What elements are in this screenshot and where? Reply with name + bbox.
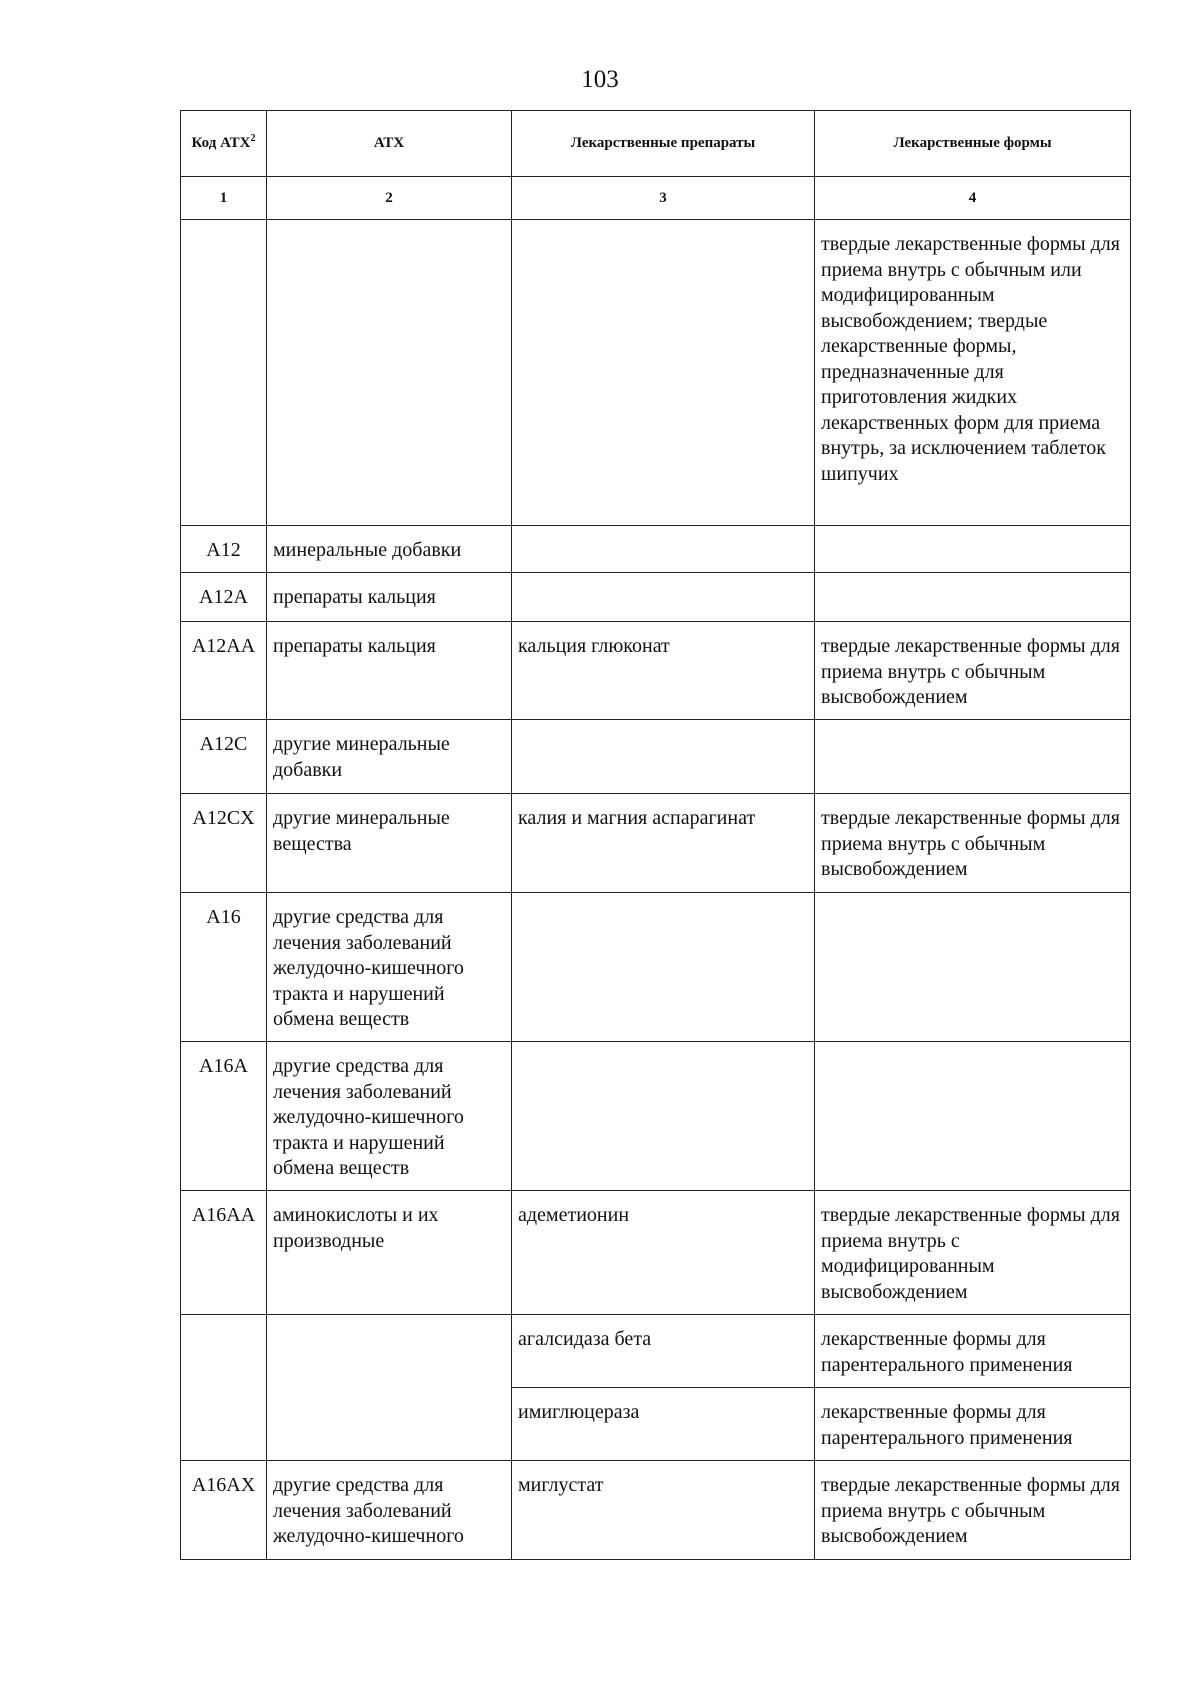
cell-code: A12CX bbox=[181, 794, 267, 893]
cell-form: твердые лекарственные формы для приема внутрь с обычным высвобождением bbox=[815, 794, 1131, 893]
cell-atx bbox=[267, 220, 512, 526]
table-row bbox=[181, 1461, 1131, 1560]
cell-drug: агалсидаза бета bbox=[512, 1315, 815, 1388]
cell-form bbox=[815, 573, 1131, 622]
cell-drug bbox=[512, 1042, 815, 1191]
cell-atx: другие минеральные добавки bbox=[267, 720, 512, 794]
cell-form: твердые лекарственные формы для приема внутрь с обычным высвобождением bbox=[815, 1461, 1131, 1560]
cell-atx: другие минеральные вещества bbox=[267, 794, 512, 893]
cell-code: A16AA bbox=[181, 1191, 267, 1315]
cell-drug bbox=[512, 893, 815, 1042]
cell-form: лекарственные формы для парентерального применения bbox=[815, 1315, 1131, 1388]
table-row bbox=[181, 1042, 1131, 1191]
cell-atx: препараты кальция bbox=[267, 573, 512, 622]
cell-drug: калия и магния аспарагинат bbox=[512, 794, 815, 893]
table-row bbox=[181, 573, 1131, 622]
cell-drug bbox=[512, 526, 815, 573]
column-number-row bbox=[181, 177, 1131, 220]
cell-atx: аминокислоты и их производные bbox=[267, 1191, 512, 1315]
page-number: 103 bbox=[581, 66, 619, 93]
cell-drug bbox=[512, 720, 815, 794]
column-number: 3 bbox=[512, 177, 815, 220]
cell-form bbox=[815, 1042, 1131, 1191]
table-row bbox=[181, 794, 1131, 893]
cell-form: твердые лекарственные формы для приема внутрь с обычным высвобождением bbox=[815, 622, 1131, 720]
cell-form bbox=[815, 720, 1131, 794]
table-row bbox=[181, 1315, 1131, 1388]
cell-atx: минеральные добавки bbox=[267, 526, 512, 573]
table-row bbox=[181, 526, 1131, 573]
cell-form: твердые лекарственные формы для приема внутрь с обычным или модифицированным высвобождением; твердые лекарственные формы, предназначенные для приготовления жидких лекарственных форм для приема внутрь, за исключением таблеток шипучих bbox=[815, 220, 1131, 526]
column-number: 1 bbox=[181, 177, 267, 220]
cell-form: лекарственные формы для парентерального применения bbox=[815, 1388, 1131, 1461]
table-row bbox=[181, 720, 1131, 794]
cell-form bbox=[815, 893, 1131, 1042]
cell-code: A16A bbox=[181, 1042, 267, 1191]
cell-code bbox=[181, 1315, 267, 1461]
cell-atx: препараты кальция bbox=[267, 622, 512, 720]
header-forms: Лекарственные формы bbox=[815, 111, 1131, 177]
cell-form: твердые лекарственные формы для приема внутрь с модифицированным высвобождением bbox=[815, 1191, 1131, 1315]
header-code: Код АТХ$^2$ bbox=[181, 111, 267, 177]
cell-drug: кальция глюконат bbox=[512, 622, 815, 720]
table-header-row bbox=[181, 111, 1131, 177]
cell-drug bbox=[512, 573, 815, 622]
cell-drug: имиглюцераза bbox=[512, 1388, 815, 1461]
header-drugs: Лекарственные препараты bbox=[512, 111, 815, 177]
cell-code: A12AA bbox=[181, 622, 267, 720]
cell-code: A16AX bbox=[181, 1461, 267, 1560]
cell-atx: другие средства для лечения заболеваний желудочно-кишечного тракта и нарушений обмена веществ bbox=[267, 893, 512, 1042]
table-row bbox=[181, 893, 1131, 1042]
header-atx: АТХ bbox=[267, 111, 512, 177]
cell-drug: адеметионин bbox=[512, 1191, 815, 1315]
atc-drug-table bbox=[180, 110, 1131, 1560]
table-row bbox=[181, 220, 1131, 526]
cell-atx: другие средства для лечения заболеваний желудочно-кишечного тракта и нарушений обмена веществ bbox=[267, 1042, 512, 1191]
table-row bbox=[181, 1191, 1131, 1315]
cell-code: A16 bbox=[181, 893, 267, 1042]
cell-code: A12C bbox=[181, 720, 267, 794]
cell-atx bbox=[267, 1315, 512, 1461]
cell-drug bbox=[512, 220, 815, 526]
cell-code: A12 bbox=[181, 526, 267, 573]
column-number: 4 bbox=[815, 177, 1131, 220]
cell-atx: другие средства для лечения заболеваний желудочно-кишечного bbox=[267, 1461, 512, 1560]
cell-form bbox=[815, 526, 1131, 573]
column-number: 2 bbox=[267, 177, 512, 220]
cell-code bbox=[181, 220, 267, 526]
cell-drug: миглустат bbox=[512, 1461, 815, 1560]
table-row bbox=[181, 622, 1131, 720]
cell-code: A12A bbox=[181, 573, 267, 622]
